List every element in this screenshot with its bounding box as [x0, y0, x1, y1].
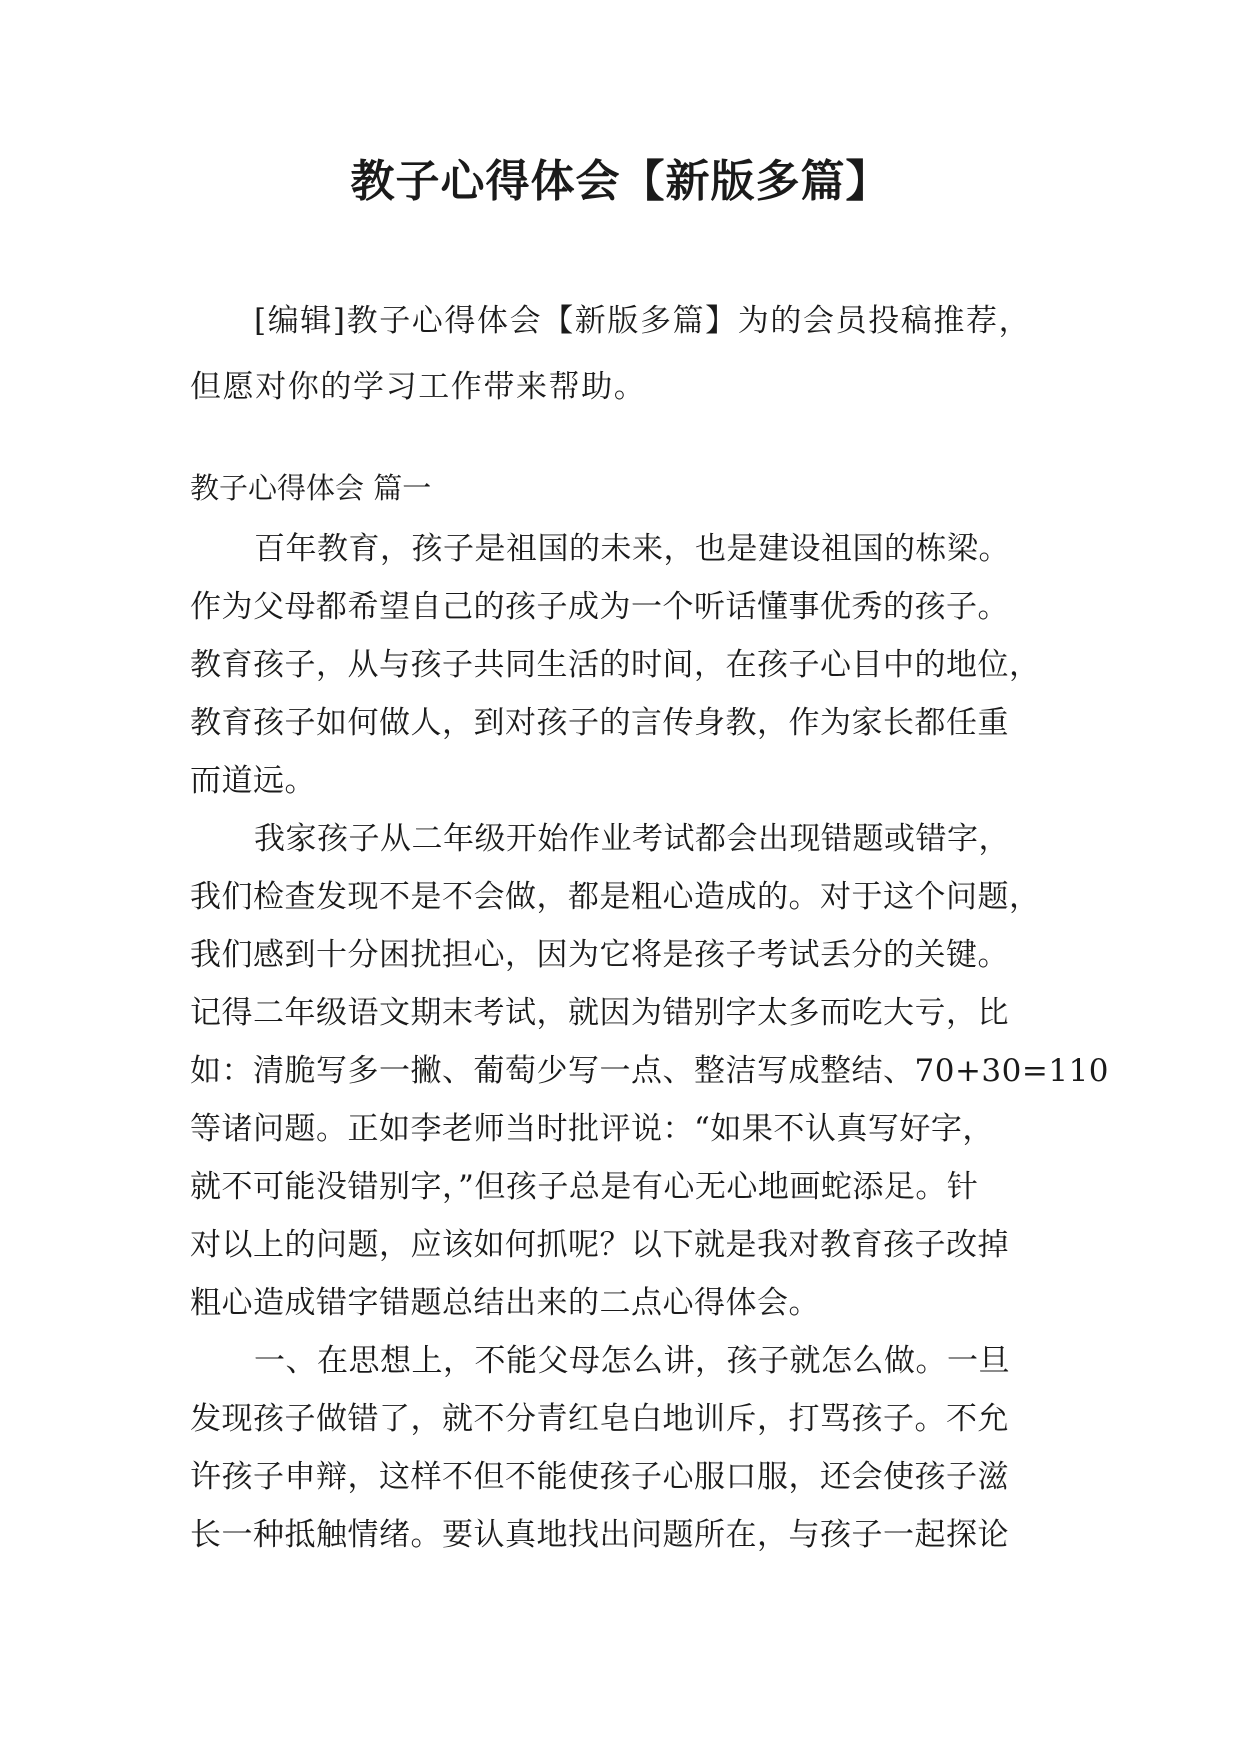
paragraph-line: 而道远。: [190, 763, 316, 799]
document-title: 教子心得体会【新版多篇】: [350, 156, 891, 207]
paragraph-line: 我们检查发现不是不会做，都是粗心造成的。对于这个问题，: [190, 879, 1041, 915]
paragraph-line: 教育孩子如何做人，到对孩子的言传身教，作为家长都任重: [190, 705, 1009, 741]
paragraph-line: 粗心造成错字错题总结出来的二点心得体会。: [190, 1285, 820, 1321]
paragraph-line: 等诸问题。正如李老师当时批评说：“如果不认真写好字，: [190, 1111, 994, 1147]
paragraph-line: 许孩子申辩，这样不但不能使孩子心服口服，还会使孩子滋: [190, 1459, 1009, 1495]
paragraph-line: 长一种抵触情绪。要认真地找出问题所在，与孩子一起探论: [190, 1517, 1009, 1553]
paragraph-line: 百年教育，孩子是祖国的未来，也是建设祖国的栋梁。: [254, 531, 1010, 567]
paragraph-line: 记得二年级语文期末考试，就因为错别字太多而吃大亏，比: [190, 995, 1009, 1031]
intro-line: 但愿对你的学习工作带来帮助。: [190, 369, 647, 405]
paragraph-line: 一、在思想上，不能父母怎么讲，孩子就怎么做。一旦: [254, 1343, 1010, 1379]
intro-line: [编辑]教子心得体会【新版多篇】为的会员投稿推荐，: [254, 303, 1032, 339]
paragraph-line: 我们感到十分困扰担心，因为它将是孩子考试丢分的关键。: [190, 937, 1009, 973]
paragraph-line: 对以上的问题，应该如何抓呢？以下就是我对教育孩子改掉: [190, 1227, 1009, 1263]
paragraph-line: 作为父母都希望自己的孩子成为一个听话懂事优秀的孩子。: [190, 589, 1009, 625]
paragraph-line: 如：清脆写多一撇、葡萄少写一点、整洁写成整结、70+30=110: [190, 1053, 1110, 1089]
body-text: [190, 520, 1110, 1564]
intro-paragraph: [190, 288, 1060, 420]
paragraph-line: 发现孩子做错了，就不分青红皂白地训斥，打骂孩子。不允: [190, 1401, 1009, 1437]
paragraph-line: 就不可能没错别字，”但孩子总是有心无心地画蛇添足。针: [190, 1169, 979, 1205]
section-heading: 教子心得体会 篇一: [190, 471, 432, 505]
paragraph-line: 教育孩子，从与孩子共同生活的时间，在孩子心目中的地位，: [190, 647, 1041, 683]
paragraph-line: 我家孩子从二年级开始作业考试都会出现错题或错字，: [254, 821, 1010, 857]
